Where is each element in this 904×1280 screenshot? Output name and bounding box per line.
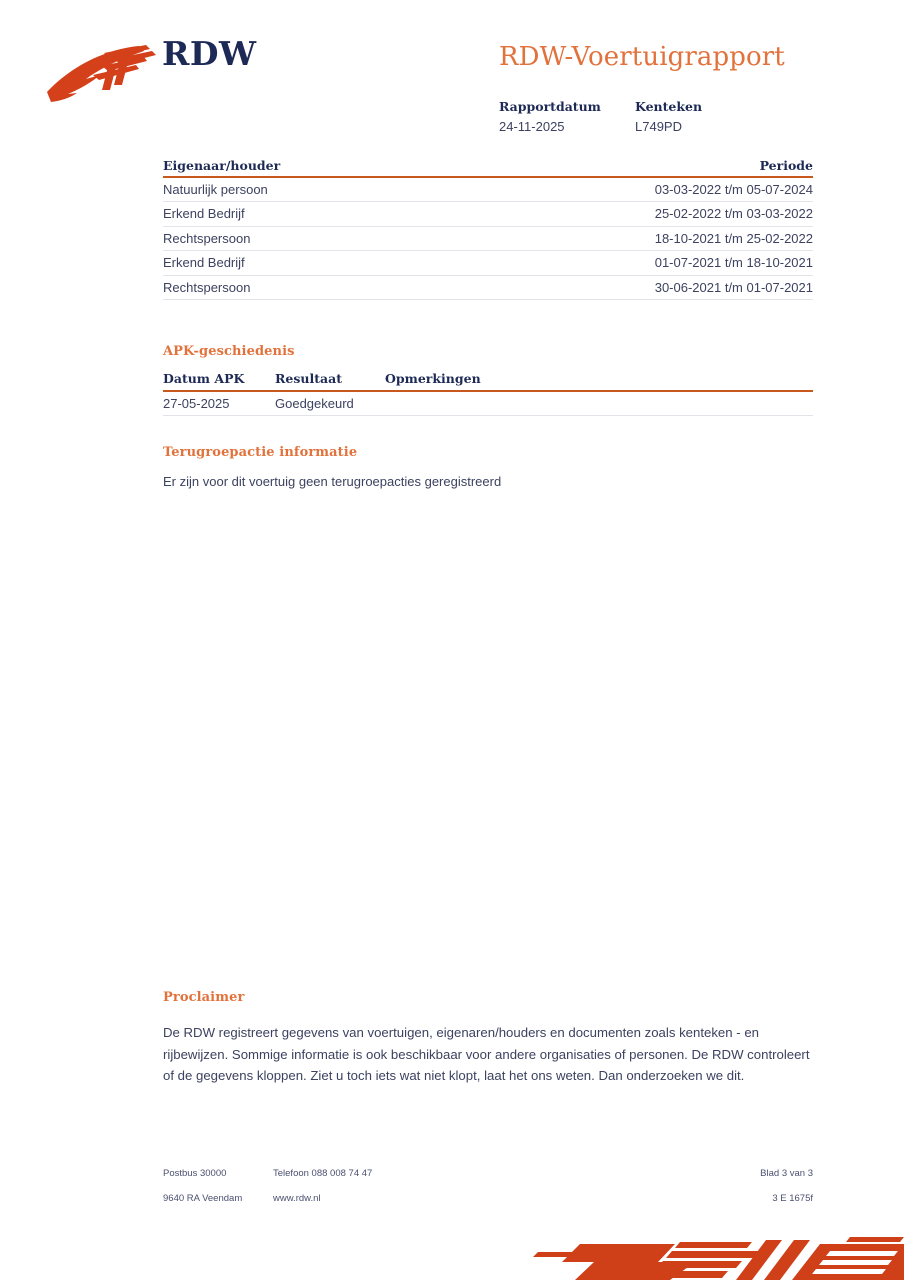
apk-remarks xyxy=(385,394,565,415)
footer-row xyxy=(163,1193,813,1218)
owner-type: Erkend Bedrijf xyxy=(163,206,245,222)
rdw-feather-icon xyxy=(44,42,166,104)
footer-row xyxy=(163,1168,813,1193)
owner-table-header xyxy=(163,158,813,176)
disclaimer-heading: Proclaimer xyxy=(163,990,245,1005)
table-row xyxy=(163,227,813,252)
rdw-logo xyxy=(44,34,294,104)
report-date-value: 24-11-2025 xyxy=(499,119,565,134)
table-row xyxy=(163,276,813,301)
footer-phone: Telefoon 088 008 74 47 xyxy=(273,1168,373,1179)
apk-date-column-header: Datum APK xyxy=(163,371,245,386)
footer-address-line2: 9640 RA Veendam xyxy=(163,1193,243,1204)
report-meta-values xyxy=(499,116,829,137)
document-footer xyxy=(163,1168,813,1218)
disclaimer-text: De RDW registreert gegevens van voertuigen, eigenaren/houders en documenten zoals kenteken - en rijbewijzen. Sommige informatie is ook beschikbaar voor andere organisaties of personen. De RDW controleert of de gegevens kloppen. Ziet u toch iets wat niet klopt, laat het ons weten. Dan onderzoeken we dit. xyxy=(163,1025,810,1083)
apk-remarks-column-header: Opmerkingen xyxy=(385,371,481,386)
recall-info-text: Er zijn voor dit voertuig geen terugroepacties geregistreerd xyxy=(163,474,502,489)
report-meta xyxy=(499,97,829,137)
owner-period: 18-10-2021 t/m 25-02-2022 xyxy=(654,230,813,246)
page-title: RDW-Voertuigrapport xyxy=(499,42,785,72)
table-row xyxy=(163,392,813,416)
apk-date: 27-05-2025 xyxy=(163,395,230,411)
disclaimer-section xyxy=(163,990,811,1087)
recall-info-heading: Terugroepactie informatie xyxy=(163,445,358,460)
rdw-speed-stripes-icon xyxy=(520,1231,904,1280)
owner-type: Erkend Bedrijf xyxy=(163,255,245,271)
rdw-wordmark: RDW xyxy=(162,34,257,73)
owner-period: 25-02-2022 t/m 03-03-2022 xyxy=(654,206,813,222)
footer-form-code: 3 E 1675f xyxy=(772,1193,813,1204)
document-header xyxy=(0,0,904,150)
period-column-header: Periode xyxy=(759,158,813,173)
footer-page-indicator: Blad 3 van 3 xyxy=(760,1168,813,1179)
owner-type: Rechtspersoon xyxy=(163,279,251,295)
license-plate-label: Kenteken xyxy=(635,99,703,114)
apk-history-section xyxy=(163,344,813,416)
apk-result: Goedgekeurd xyxy=(275,395,354,411)
table-row xyxy=(163,251,813,276)
apk-result-column-header: Resultaat xyxy=(275,371,342,386)
owner-period: 01-07-2021 t/m 18-10-2021 xyxy=(654,255,813,271)
report-meta-labels xyxy=(499,97,829,116)
table-row xyxy=(163,202,813,227)
owner-column-header: Eigenaar/houder xyxy=(163,158,281,173)
report-date-label: Rapportdatum xyxy=(499,99,601,114)
owner-type: Rechtspersoon xyxy=(163,230,251,246)
apk-history-heading: APK-geschiedenis xyxy=(163,344,295,359)
apk-table-header xyxy=(163,359,813,390)
owner-holder-section xyxy=(163,158,813,300)
footer-address-line1: Postbus 30000 xyxy=(163,1168,227,1179)
owner-type: Natuurlijk persoon xyxy=(163,181,268,197)
license-plate-value: L749PD xyxy=(635,119,682,134)
footer-website[interactable]: www.rdw.nl xyxy=(273,1193,321,1204)
owner-period: 03-03-2022 t/m 05-07-2024 xyxy=(654,181,813,197)
table-row xyxy=(163,178,813,203)
recall-info-section xyxy=(163,445,813,491)
owner-period: 30-06-2021 t/m 01-07-2021 xyxy=(654,279,813,295)
